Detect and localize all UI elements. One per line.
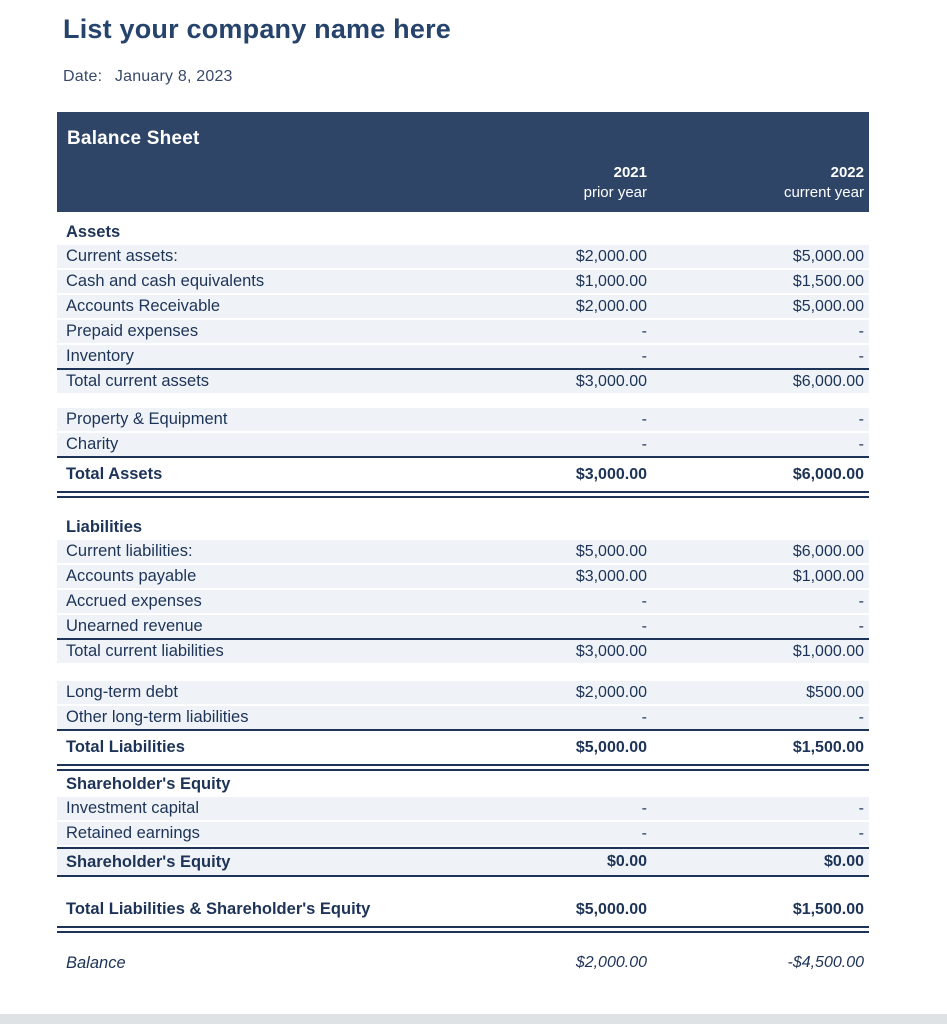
date-value: January 8, 2023 xyxy=(114,68,233,86)
row-cash-and-cash-equivalents xyxy=(57,270,869,295)
value-2021: - xyxy=(641,323,647,341)
value-2021: $2,000.00 xyxy=(575,248,647,266)
column-header-current-year xyxy=(652,163,869,204)
row-property-equipment xyxy=(57,408,869,433)
value-2022: $6,000.00 xyxy=(792,466,864,484)
value-2021: $3,000.00 xyxy=(575,466,647,484)
row-current-liabilities xyxy=(57,540,869,565)
row-spacer xyxy=(57,933,869,949)
row-spacer xyxy=(57,877,869,893)
value-2021: $2,000.00 xyxy=(575,684,647,702)
value-2022: - xyxy=(858,825,864,843)
value-2021: - xyxy=(641,825,647,843)
row-label: Total Liabilities & Shareholder's Equity xyxy=(66,900,371,919)
row-label: Accounts payable xyxy=(66,567,197,586)
value-2022: - xyxy=(858,618,864,636)
row-accounts-payable xyxy=(57,565,869,590)
value-2021: - xyxy=(641,348,647,366)
row-label: Shareholder's Equity xyxy=(66,774,231,793)
row-total-assets xyxy=(57,458,869,491)
row-label: Unearned revenue xyxy=(66,617,203,636)
row-prepaid-expenses xyxy=(57,320,869,345)
value-2022: $500.00 xyxy=(806,684,864,702)
column-header-prior-year xyxy=(442,163,652,204)
row-unearned-revenue xyxy=(57,615,869,640)
row-spacer xyxy=(57,498,869,514)
current-year-sublabel: current year xyxy=(783,184,864,202)
value-2022: $1,000.00 xyxy=(792,643,864,661)
value-2021: $2,000.00 xyxy=(575,954,647,972)
prior-year-sublabel: prior year xyxy=(583,184,647,202)
table-title: Balance Sheet xyxy=(67,128,200,150)
page-bottom-strip xyxy=(0,1014,947,1024)
row-balance xyxy=(57,949,869,977)
row-inventory xyxy=(57,345,869,370)
row-label: Assets xyxy=(66,222,121,241)
value-2022: $1,000.00 xyxy=(792,568,864,586)
row-label: Balance xyxy=(66,954,126,973)
row-total-current-liabilities xyxy=(57,640,869,665)
value-2022: $1,500.00 xyxy=(792,739,864,757)
row-label: Other long-term liabilities xyxy=(66,708,249,727)
value-2021: $3,000.00 xyxy=(575,373,647,391)
row-label: Accounts Receivable xyxy=(66,297,221,316)
label-column-header xyxy=(57,163,442,204)
table-header xyxy=(57,112,869,212)
row-label: Long-term debt xyxy=(66,683,178,702)
row-label: Charity xyxy=(66,435,119,454)
row-charity xyxy=(57,433,869,458)
row-assets xyxy=(57,219,869,245)
row-accrued-expenses xyxy=(57,590,869,615)
value-2021: - xyxy=(641,800,647,818)
row-shareholder-s-equity xyxy=(57,847,869,877)
value-2022: $0.00 xyxy=(823,853,864,871)
row-label: Liabilities xyxy=(66,517,143,536)
row-liabilities xyxy=(57,514,869,540)
value-2022: $1,500.00 xyxy=(792,273,864,291)
value-2022: - xyxy=(858,348,864,366)
row-label: Prepaid expenses xyxy=(66,322,199,341)
row-long-term-debt xyxy=(57,681,869,706)
year-2021-label: 2021 xyxy=(613,163,647,181)
value-2022: $5,000.00 xyxy=(792,298,864,316)
row-label: Property & Equipment xyxy=(66,410,228,429)
row-label: Cash and cash equivalents xyxy=(66,272,265,291)
row-current-assets xyxy=(57,245,869,270)
row-label: Accrued expenses xyxy=(66,592,202,611)
row-label: Total Liabilities xyxy=(66,738,185,757)
row-label: Investment capital xyxy=(66,799,199,818)
row-label: Total Assets xyxy=(66,465,163,484)
row-investment-capital xyxy=(57,797,869,822)
balance-sheet-table xyxy=(57,112,869,977)
value-2022: $1,500.00 xyxy=(792,901,864,919)
row-accounts-receivable xyxy=(57,295,869,320)
row-label: Current liabilities: xyxy=(66,542,193,561)
value-2022: - xyxy=(858,593,864,611)
value-2021: $0.00 xyxy=(606,853,647,871)
value-2022: - xyxy=(858,411,864,429)
row-label: Total current assets xyxy=(66,372,210,391)
value-2022: - xyxy=(858,436,864,454)
value-2022: - xyxy=(858,323,864,341)
value-2021: $5,000.00 xyxy=(575,543,647,561)
row-total-liabilities-shareholder-s-equity xyxy=(57,893,869,926)
value-2021: - xyxy=(641,436,647,454)
date-line xyxy=(63,68,947,86)
value-2022: $6,000.00 xyxy=(792,543,864,561)
value-2021: - xyxy=(641,709,647,727)
date-label: Date: xyxy=(63,68,103,86)
row-total-current-assets xyxy=(57,370,869,395)
value-2022: - xyxy=(858,800,864,818)
row-label: Inventory xyxy=(66,347,134,366)
value-2021: $2,000.00 xyxy=(575,298,647,316)
value-2022: $6,000.00 xyxy=(792,373,864,391)
double-rule xyxy=(57,491,869,498)
row-label: Current assets: xyxy=(66,247,178,266)
double-rule xyxy=(57,764,869,771)
value-2021: $5,000.00 xyxy=(575,901,647,919)
value-2022: - xyxy=(858,709,864,727)
value-2021: - xyxy=(641,618,647,636)
row-label: Shareholder's Equity xyxy=(66,853,231,872)
value-2021: $3,000.00 xyxy=(575,568,647,586)
double-rule xyxy=(57,926,869,933)
value-2022: -$4,500.00 xyxy=(787,954,864,972)
value-2021: $3,000.00 xyxy=(575,643,647,661)
value-2021: $1,000.00 xyxy=(575,273,647,291)
row-label: Total current liabilities xyxy=(66,642,224,661)
row-spacer xyxy=(57,665,869,681)
row-other-long-term-liabilities xyxy=(57,706,869,731)
row-total-liabilities xyxy=(57,731,869,764)
page-title: List your company name here xyxy=(63,14,452,44)
value-2021: - xyxy=(641,593,647,611)
row-retained-earnings xyxy=(57,822,869,847)
value-2022: $5,000.00 xyxy=(792,248,864,266)
value-2021: - xyxy=(641,411,647,429)
year-2022-label: 2022 xyxy=(830,163,864,181)
value-2021: $5,000.00 xyxy=(575,739,647,757)
column-headers xyxy=(57,163,869,204)
row-label: Retained earnings xyxy=(66,824,200,843)
row-shareholder-s-equity xyxy=(57,771,869,797)
table-body xyxy=(57,212,869,977)
